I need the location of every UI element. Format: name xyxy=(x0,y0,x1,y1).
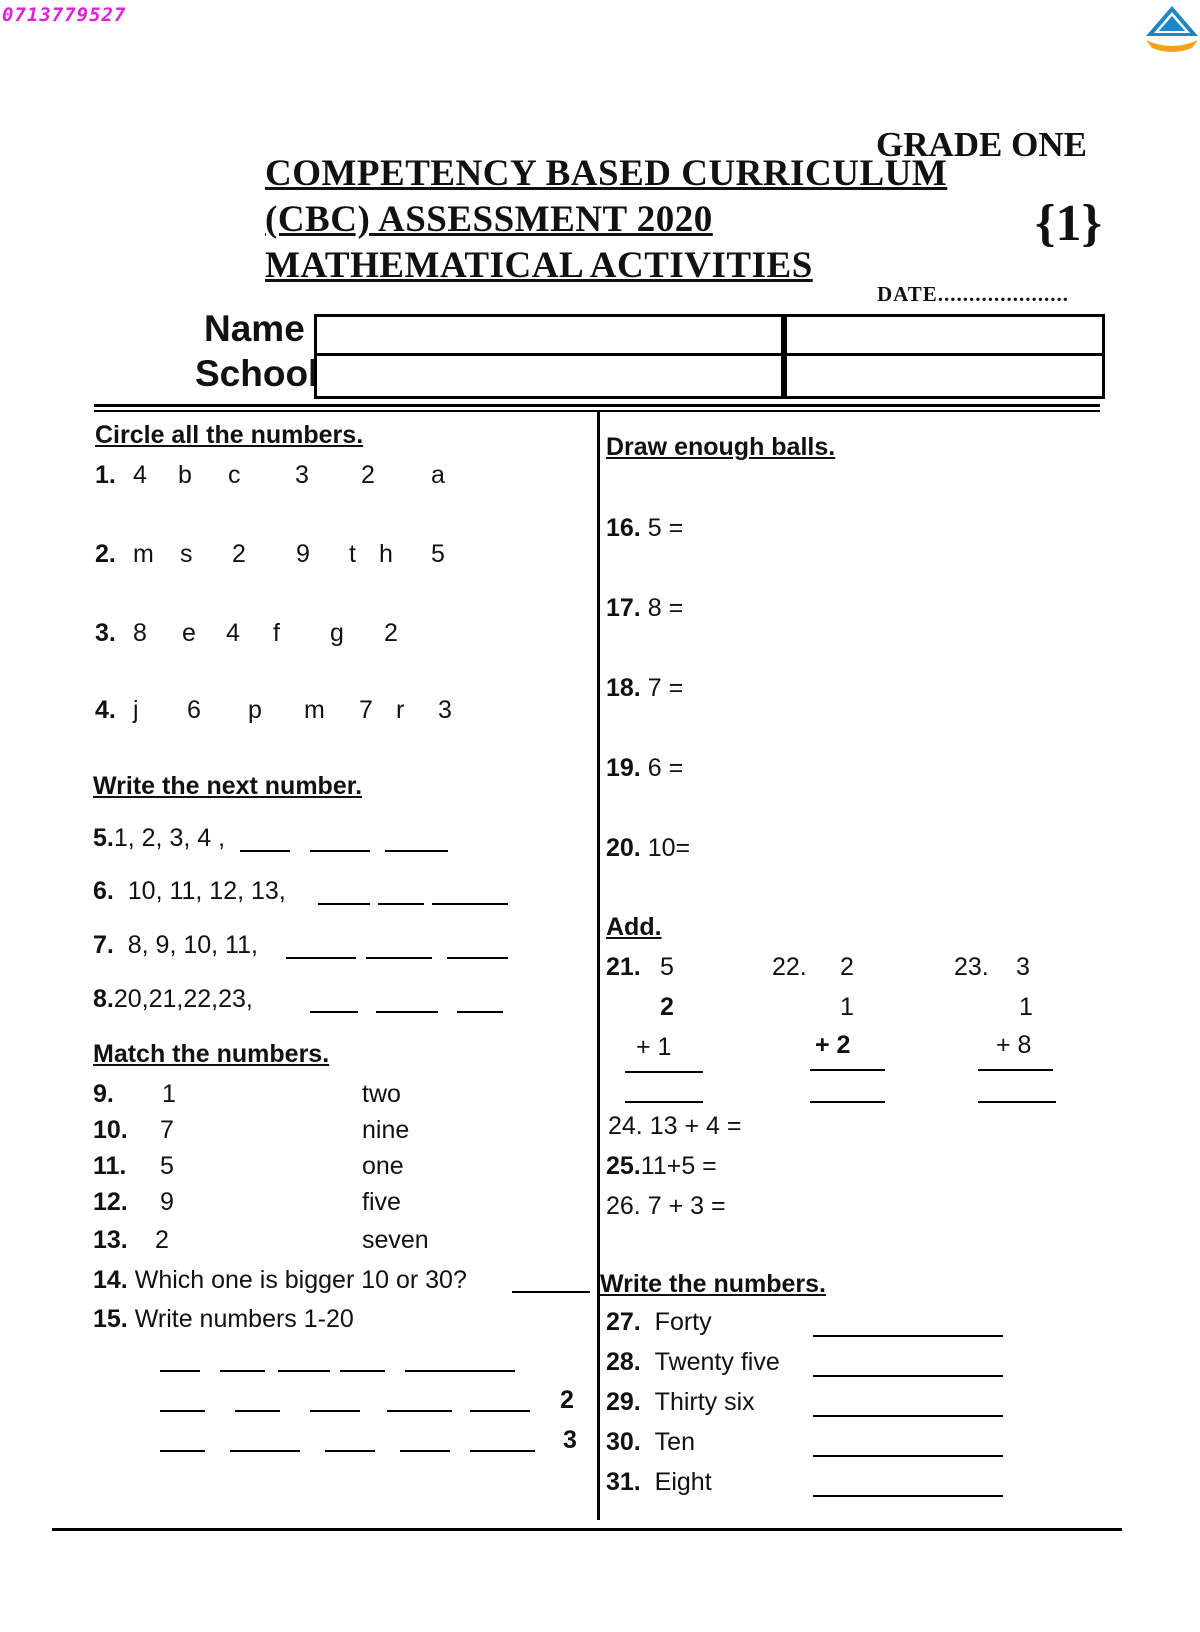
q10-digit[interactable]: 7 xyxy=(160,1116,174,1144)
q15-blank[interactable] xyxy=(230,1450,300,1452)
q5-blank[interactable] xyxy=(385,850,448,852)
q11-word[interactable]: one xyxy=(362,1152,404,1180)
q1-token[interactable]: c xyxy=(228,461,241,489)
q3-token[interactable]: 4 xyxy=(226,619,240,647)
q7-blank[interactable] xyxy=(447,957,508,959)
q29-number: 29. xyxy=(606,1388,641,1416)
paper-number: {1} xyxy=(1035,195,1102,252)
q23-addend: 1 xyxy=(1019,993,1033,1021)
q3-token[interactable]: 2 xyxy=(384,619,398,647)
q6-number: 6. xyxy=(93,877,114,905)
q3-token[interactable]: e xyxy=(182,619,196,647)
q15-blank[interactable] xyxy=(340,1370,385,1372)
q5-number: 5. xyxy=(93,824,114,852)
date-field[interactable]: DATE..................... xyxy=(877,282,1070,306)
header-divider xyxy=(94,404,1100,407)
q2-token[interactable]: 2 xyxy=(232,540,246,568)
q1-token[interactable]: 4 xyxy=(133,461,147,489)
q29 xyxy=(606,1388,755,1417)
q19-number: 19. xyxy=(606,754,641,782)
q31-number: 31. xyxy=(606,1468,641,1496)
next-heading: Write the next number. xyxy=(93,772,363,800)
q24-expr: 13 + 4 = xyxy=(649,1112,742,1140)
school-label: School xyxy=(195,353,319,394)
q3-token[interactable]: 8 xyxy=(133,619,147,647)
q19-text: 6 = xyxy=(647,754,684,782)
q5-sequence: 1, 2, 3, 4 , xyxy=(113,824,226,852)
q15-blank[interactable] xyxy=(160,1410,205,1412)
q14-text: Which one is bigger 10 or 30? xyxy=(134,1266,467,1294)
add-heading: Add. xyxy=(606,913,662,941)
title-line-1: COMPETENCY BASED CURRICULUM xyxy=(265,153,948,194)
grade-label: GRADE ONE xyxy=(876,125,1087,164)
q21-addend: + 1 xyxy=(636,1033,672,1061)
q16-text: 5 = xyxy=(647,514,684,542)
q27-answer[interactable] xyxy=(813,1335,1003,1337)
q7-blank[interactable] xyxy=(286,957,356,959)
q14 xyxy=(93,1266,467,1295)
q31-answer[interactable] xyxy=(813,1495,1003,1497)
q6-blank[interactable] xyxy=(432,903,508,905)
q22-addend: 2 xyxy=(840,953,854,981)
q30-word: Ten xyxy=(654,1428,695,1456)
q6-sequence: 10, 11, 12, 13, xyxy=(127,877,286,905)
q21-addend: 5 xyxy=(660,953,674,981)
q11-digit[interactable]: 5 xyxy=(160,1152,174,1180)
q10-number: 10. xyxy=(93,1116,128,1144)
q1-token[interactable]: 2 xyxy=(361,461,375,489)
q15-mark: 2 xyxy=(560,1386,574,1414)
column-divider xyxy=(597,412,600,1520)
q15-text: Write numbers 1-20 xyxy=(134,1305,354,1333)
q27 xyxy=(606,1308,712,1337)
q1-token[interactable]: a xyxy=(431,461,445,489)
q15-blank[interactable] xyxy=(470,1410,530,1412)
q18-text: 7 = xyxy=(647,674,684,702)
q24 xyxy=(608,1112,741,1141)
q3-token[interactable]: f xyxy=(273,619,280,647)
q4-token[interactable]: 3 xyxy=(438,696,452,724)
footer-rule xyxy=(52,1528,1122,1531)
q15-blank[interactable] xyxy=(310,1410,360,1412)
q6-blank[interactable] xyxy=(378,903,424,905)
q8-blank[interactable] xyxy=(310,1011,358,1013)
q4-token[interactable]: p xyxy=(248,696,262,724)
name-input[interactable] xyxy=(314,314,787,356)
q11-number: 11. xyxy=(93,1152,127,1180)
q22-addend: + 2 xyxy=(815,1031,851,1059)
q15 xyxy=(93,1305,354,1334)
q29-word: Thirty six xyxy=(654,1388,755,1416)
q28-word: Twenty five xyxy=(654,1348,780,1376)
q21-addend: 2 xyxy=(660,993,674,1021)
school-input-extra[interactable] xyxy=(781,353,1105,399)
q6 xyxy=(93,877,286,906)
q4-token[interactable]: j xyxy=(133,696,139,724)
q9-word[interactable]: two xyxy=(362,1080,401,1108)
q29-answer[interactable] xyxy=(813,1415,1003,1417)
q9-digit[interactable]: 1 xyxy=(162,1080,176,1108)
q12-word[interactable]: five xyxy=(362,1188,401,1216)
q4-token[interactable]: r xyxy=(396,696,405,724)
q27-word: Forty xyxy=(654,1308,712,1336)
q9-number: 9. xyxy=(93,1080,114,1108)
q6-blank[interactable] xyxy=(318,903,370,905)
q23-rule xyxy=(978,1069,1053,1071)
name-label: Name xyxy=(204,308,305,349)
q4-token[interactable]: 7 xyxy=(359,696,373,724)
circle-heading: Circle all the numbers. xyxy=(95,421,364,449)
q26 xyxy=(606,1192,726,1221)
q5-blank[interactable] xyxy=(310,850,370,852)
q26-number: 26. xyxy=(606,1192,641,1220)
q23-number: 23. xyxy=(954,953,989,981)
title-line-3: MATHEMATICAL ACTIVITIES xyxy=(265,245,813,286)
q15-blank[interactable] xyxy=(325,1450,375,1452)
q13-number: 13. xyxy=(93,1226,128,1254)
q20-number: 20. xyxy=(606,834,641,862)
balls-heading: Draw enough balls. xyxy=(606,433,836,461)
q8 xyxy=(93,985,253,1014)
q22-rule xyxy=(810,1069,885,1071)
q15-blank[interactable] xyxy=(470,1450,535,1452)
q2-token[interactable]: m xyxy=(133,540,154,568)
phone-number: 0713779527 xyxy=(2,4,127,26)
q3-token[interactable]: g xyxy=(330,619,344,647)
q16-number: 16. xyxy=(606,514,641,542)
q26-expr: 7 + 3 = xyxy=(647,1192,726,1220)
q25-number: 25. xyxy=(606,1152,641,1180)
q15-number: 15. xyxy=(93,1305,128,1333)
q14-number: 14. xyxy=(93,1266,128,1294)
q2-token[interactable]: h xyxy=(379,540,393,568)
q17 xyxy=(606,594,683,623)
q12-digit[interactable]: 9 xyxy=(160,1188,174,1216)
q1-token[interactable]: b xyxy=(178,461,192,489)
q15-blank[interactable] xyxy=(160,1450,205,1452)
publisher-logo-icon xyxy=(1140,2,1200,56)
q16 xyxy=(606,514,683,543)
q22-number: 22. xyxy=(772,953,807,981)
q20 xyxy=(606,834,690,863)
q7 xyxy=(93,931,258,960)
q30-number: 30. xyxy=(606,1428,641,1456)
q21-rule xyxy=(625,1071,703,1073)
q27-number: 27. xyxy=(606,1308,641,1336)
q15-mark: 3 xyxy=(563,1426,577,1454)
q19 xyxy=(606,754,683,783)
q17-text: 8 = xyxy=(647,594,684,622)
q28 xyxy=(606,1348,780,1377)
q21-answer[interactable] xyxy=(625,1101,703,1103)
q23-addend: 3 xyxy=(1016,953,1030,981)
q28-answer[interactable] xyxy=(813,1375,1003,1377)
q4-token[interactable]: m xyxy=(304,696,325,724)
title-line-2: (CBC) ASSESSMENT 2020 xyxy=(265,199,713,240)
school-input[interactable] xyxy=(314,353,787,399)
q3-number: 3. xyxy=(95,619,116,647)
q18 xyxy=(606,674,683,703)
q20-text: 10= xyxy=(647,834,691,862)
q7-number: 7. xyxy=(93,931,114,959)
q18-number: 18. xyxy=(606,674,641,702)
q8-blank[interactable] xyxy=(457,1011,503,1013)
q15-blank[interactable] xyxy=(160,1370,200,1372)
q30-answer[interactable] xyxy=(813,1455,1003,1457)
q2-token[interactable]: 9 xyxy=(296,540,310,568)
name-input-extra[interactable] xyxy=(781,314,1105,356)
q23-answer[interactable] xyxy=(978,1101,1056,1103)
q1-token[interactable]: 3 xyxy=(295,461,309,489)
q2-token[interactable]: 5 xyxy=(431,540,445,568)
match-heading: Match the numbers. xyxy=(93,1040,330,1068)
q21-number: 21. xyxy=(606,953,641,981)
q15-blank[interactable] xyxy=(220,1370,265,1372)
q22-addend: 1 xyxy=(840,993,854,1021)
q5-blank[interactable] xyxy=(240,850,290,852)
q15-blank[interactable] xyxy=(235,1410,280,1412)
q10-word[interactable]: nine xyxy=(362,1116,410,1144)
q4-token[interactable]: 6 xyxy=(187,696,201,724)
q15-blank[interactable] xyxy=(278,1370,330,1372)
q13-digit[interactable]: 2 xyxy=(155,1226,169,1254)
q7-sequence: 8, 9, 10, 11, xyxy=(127,931,258,959)
q15-blank[interactable] xyxy=(405,1370,515,1372)
q31 xyxy=(606,1468,712,1497)
q15-blank[interactable] xyxy=(400,1450,450,1452)
q2-token[interactable]: s xyxy=(180,540,193,568)
q8-blank[interactable] xyxy=(376,1011,438,1013)
q14-blank[interactable] xyxy=(512,1291,590,1293)
q1-number: 1. xyxy=(95,461,116,489)
q15-blank[interactable] xyxy=(387,1410,452,1412)
q30 xyxy=(606,1428,695,1457)
q22-answer[interactable] xyxy=(810,1101,885,1103)
q2-token[interactable]: t xyxy=(349,540,356,568)
q25-expr: 11+5 = xyxy=(640,1152,717,1180)
q5 xyxy=(93,824,225,853)
q8-sequence: 20,21,22,23, xyxy=(113,985,253,1013)
q28-number: 28. xyxy=(606,1348,641,1376)
q24-number: 24. xyxy=(608,1112,643,1140)
q17-number: 17. xyxy=(606,594,641,622)
q4-number: 4. xyxy=(95,696,116,724)
words-heading: Write the numbers. xyxy=(600,1270,826,1298)
q12-number: 12. xyxy=(93,1188,128,1216)
q8-number: 8. xyxy=(93,985,114,1013)
q13-word[interactable]: seven xyxy=(362,1226,429,1254)
q31-word: Eight xyxy=(654,1468,712,1496)
q23-addend: + 8 xyxy=(996,1031,1032,1059)
q25 xyxy=(606,1152,717,1181)
q7-blank[interactable] xyxy=(366,957,432,959)
q2-number: 2. xyxy=(95,540,116,568)
